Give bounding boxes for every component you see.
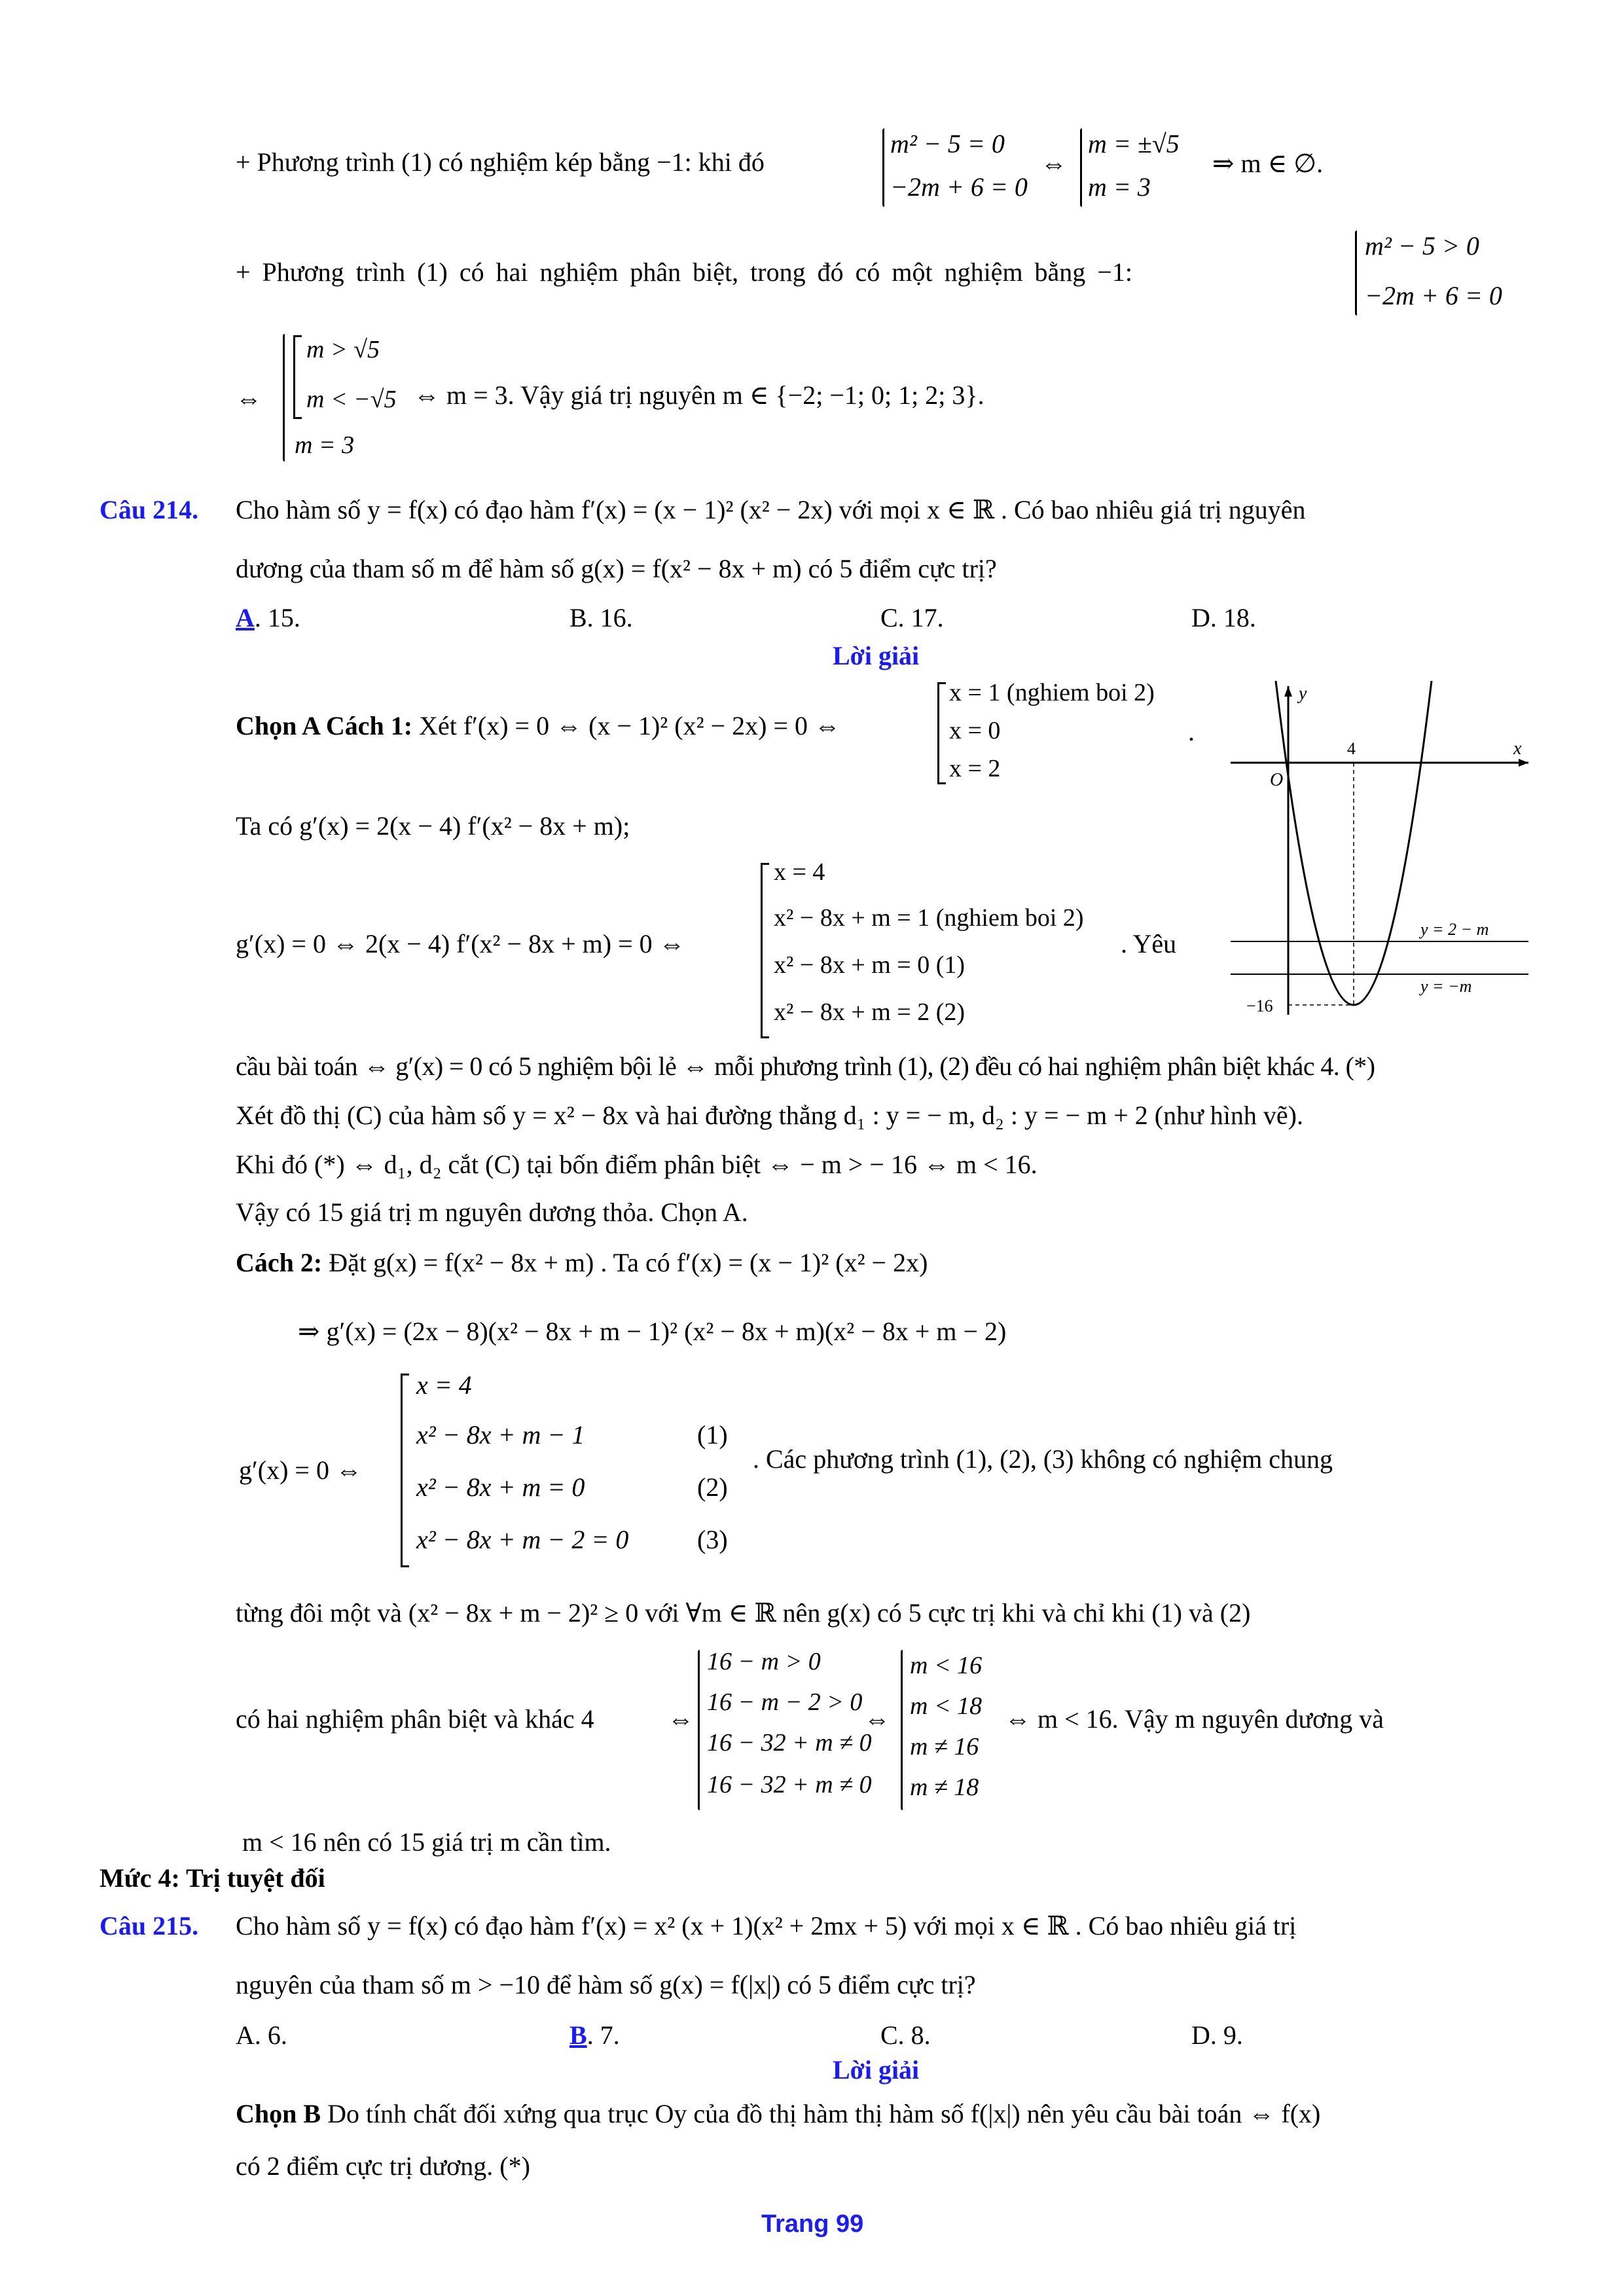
question-label: Câu 215. <box>99 1911 199 1941</box>
system-eq: 16 − m − 2 > 0 <box>707 1688 863 1716</box>
conclusion: ⇔ m = 3. Vậy giá trị nguyên m ∈ {−2; −1; 0; 1; 2; 3}. <box>414 380 984 410</box>
system-eq: m < 18 <box>910 1692 983 1720</box>
union-eq: m > √5 <box>306 336 380 363</box>
question-text: nguyên của tham số m > −10 để hàm số g(x) = f(|x|) có 5 điểm cực trị? <box>236 1970 976 1999</box>
method-heading: Chọn B <box>236 2099 321 2128</box>
label-y-minus-m: y = −m <box>1420 977 1472 996</box>
union-eq: m = 3 <box>295 431 355 459</box>
solution-line <box>236 710 840 742</box>
system-eq: m² − 5 > 0 <box>1365 231 1479 261</box>
option-a-value: . 15. <box>254 603 300 632</box>
solution-heading: Lời giải <box>833 641 920 670</box>
union-eq: x² − 8x + m = 0 <box>416 1472 585 1502</box>
option-a[interactable] <box>236 602 300 634</box>
solution-text: ⇔ m < 16. Vậy m nguyên dương và <box>1005 1704 1384 1734</box>
system-eq: m < 16 <box>910 1652 983 1679</box>
line-double-root: + Phương trình (1) có nghiệm kép bằng −1: khi đó <box>236 147 765 177</box>
solution-line: Xét đồ thị (C) của hàm số y = x² − 8x và hai đường thẳng d₁ : y = − m, d₂ : y = − m + 2 (như hình vẽ). <box>236 1101 1303 1130</box>
system-brace <box>1355 230 1357 316</box>
equiv-symbol: ⇔ <box>668 1704 694 1734</box>
system-brace <box>283 334 285 462</box>
method-heading: Chọn A Cách 1: <box>236 711 413 740</box>
eq-number: (1) <box>697 1420 728 1449</box>
solution-line <box>236 2098 1320 2130</box>
option-c[interactable]: C. 17. <box>880 603 944 632</box>
union-eq: x² − 8x + m = 0 (1) <box>774 951 965 979</box>
union-eq: x² − 8x + m = 2 (2) <box>774 998 965 1026</box>
solution-text: Xét f′(x) = 0 ⇔ (x − 1)² (x² − 2x) = 0 ⇔ <box>419 711 841 740</box>
union-bracket <box>937 682 946 784</box>
union-eq: x = 0 <box>949 717 1001 744</box>
solution-line: m < 16 nên có 15 giá trị m cần tìm. <box>242 1827 611 1857</box>
equiv-symbol: ⇔ <box>236 384 262 413</box>
union-eq: x² − 8x + m − 2 = 0 <box>416 1525 629 1554</box>
solution-text: . Các phương trình (1), (2), (3) không có nghiệm chung <box>753 1444 1333 1474</box>
system-brace <box>698 1650 700 1810</box>
solution-line: có hai nghiệm phân biệt và khác 4 <box>236 1704 594 1734</box>
solution-line <box>236 1247 928 1279</box>
union-eq: x² − 8x + m − 1 <box>416 1420 585 1449</box>
equiv-symbol: ⇔ <box>864 1704 890 1734</box>
union-bracket <box>293 335 302 419</box>
page-number: Trang 99 <box>761 2210 864 2238</box>
solution-line: Vậy có 15 giá trị m nguyên dương thỏa. Chọn A. <box>236 1197 748 1227</box>
solution-line: ⇒ g′(x) = (2x − 8)(x² − 8x + m − 1)² (x² − 8x + m)(x² − 8x + m − 2) <box>298 1317 1007 1346</box>
solution-heading: Lời giải <box>833 2055 920 2085</box>
system-eq: m ≠ 16 <box>910 1733 979 1760</box>
question-text: Cho hàm số y = f(x) có đạo hàm f′(x) = (x − 1)² (x² − 2x) với mọi x ∈ ℝ . Có bao nhiêu giá trị nguyên <box>236 495 1306 524</box>
system-eq: m = 3 <box>1088 172 1151 202</box>
union-eq: x = 1 (nghiem boi 2) <box>949 679 1155 706</box>
x-label: x <box>1513 738 1522 759</box>
system-brace <box>901 1650 903 1810</box>
origin-label: O <box>1270 770 1284 790</box>
solution-line: cầu bài toán ⇔ g′(x) = 0 có 5 nghiệm bội lẻ ⇔ mỗi phương trình (1), (2) đều có hai nghiệm phân biệt khác 4. (*) <box>236 1051 1375 1081</box>
solution-line: từng đôi một và (x² − 8x + m − 2)² ≥ 0 với ∀m ∈ ℝ nên g(x) có 5 cực trị khi và chỉ khi (1) và (2) <box>236 1598 1251 1628</box>
tick-4: 4 <box>1347 739 1356 758</box>
solution-text: Đặt g(x) = f(x² − 8x + m) . Ta có f′(x) = (x − 1)² (x² − 2x) <box>329 1248 928 1277</box>
system-eq: 16 − m > 0 <box>707 1648 821 1675</box>
level-heading: Mức 4: Trị tuyệt đối <box>99 1863 325 1893</box>
system-brace <box>1080 128 1082 207</box>
system-eq: 16 − 32 + m ≠ 0 <box>707 1771 872 1798</box>
union-eq: x = 4 <box>774 858 825 886</box>
equiv-symbol: ⇔ <box>1041 149 1067 178</box>
label-y-2-minus-m: y = 2 − m <box>1420 920 1489 939</box>
option-a[interactable]: A. 6. <box>236 2020 287 2050</box>
solution-line: có 2 điểm cực trị dương. (*) <box>236 2151 530 2181</box>
option-b-value: . 7. <box>586 2020 620 2050</box>
y-label: y <box>1299 683 1307 704</box>
system-eq: −2m + 6 = 0 <box>1365 281 1502 310</box>
solution-line: g′(x) = 0 ⇔ 2(x − 4) f′(x² − 8x + m) = 0 ⇔ <box>236 929 685 958</box>
union-eq: m < −√5 <box>306 386 397 413</box>
parabola-graph <box>1231 681 1532 1021</box>
solution-line: Ta có g′(x) = 2(x − 4) f′(x² − 8x + m); <box>236 811 630 841</box>
system-eq: m² − 5 = 0 <box>890 129 1005 158</box>
x-axis-arrow <box>1519 759 1528 767</box>
solution-text: Do tính chất đối xứng qua trục Oy của đồ thị hàm thị hàm số f(|x|) nên yêu cầu bài toán ⇔ f(x) <box>327 2099 1321 2128</box>
union-eq: x = 4 <box>416 1370 472 1400</box>
option-d[interactable]: D. 18. <box>1191 603 1256 632</box>
solution-line: Khi đó (*) ⇔ d₁, d₂ cắt (C) tại bốn điểm phân biệt ⇔ − m > − 16 ⇔ m < 16. <box>236 1150 1038 1179</box>
line-two-roots: + Phương trình (1) có hai nghiệm phân biệt, trong đó có một nghiệm bằng −1: <box>236 257 1132 287</box>
tick-minus-16: −16 <box>1246 996 1273 1015</box>
method-heading: Cách 2: <box>236 1248 323 1277</box>
eq-number: (2) <box>697 1472 728 1502</box>
system-eq: m ≠ 18 <box>910 1774 979 1801</box>
system-brace <box>882 128 884 207</box>
solution-text: . Yêu <box>1121 929 1177 958</box>
question-label: Câu 214. <box>99 495 199 524</box>
y-axis-arrow <box>1284 686 1292 697</box>
solution-line: g′(x) = 0 ⇔ <box>239 1455 362 1485</box>
conclusion: ⇒ m ∈ ∅. <box>1212 149 1324 178</box>
question-text: Cho hàm số y = f(x) có đạo hàm f′(x) = x² (x + 1)(x² + 2mx + 5) với mọi x ∈ ℝ . Có bao nhiêu giá trị <box>236 1911 1297 1941</box>
union-eq: x² − 8x + m = 1 (nghiem boi 2) <box>774 904 1084 932</box>
union-bracket <box>401 1374 409 1567</box>
union-bracket <box>761 863 769 1038</box>
system-eq: −2m + 6 = 0 <box>890 172 1028 202</box>
system-eq: 16 − 32 + m ≠ 0 <box>707 1729 872 1757</box>
eq-number: (3) <box>697 1525 728 1554</box>
punctuation: . <box>1188 717 1195 746</box>
option-d[interactable]: D. 9. <box>1191 2020 1243 2050</box>
system-eq: m = ±√5 <box>1088 129 1180 158</box>
option-b[interactable]: B. 16. <box>569 603 633 632</box>
option-c[interactable]: C. 8. <box>880 2020 931 2050</box>
option-b[interactable] <box>569 2020 620 2051</box>
question-text: dương của tham số m để hàm số g(x) = f(x² − 8x + m) có 5 điểm cực trị? <box>236 554 997 583</box>
option-b-letter: B <box>569 2020 587 2050</box>
union-eq: x = 2 <box>949 755 1001 782</box>
option-a-letter: A <box>236 603 255 632</box>
